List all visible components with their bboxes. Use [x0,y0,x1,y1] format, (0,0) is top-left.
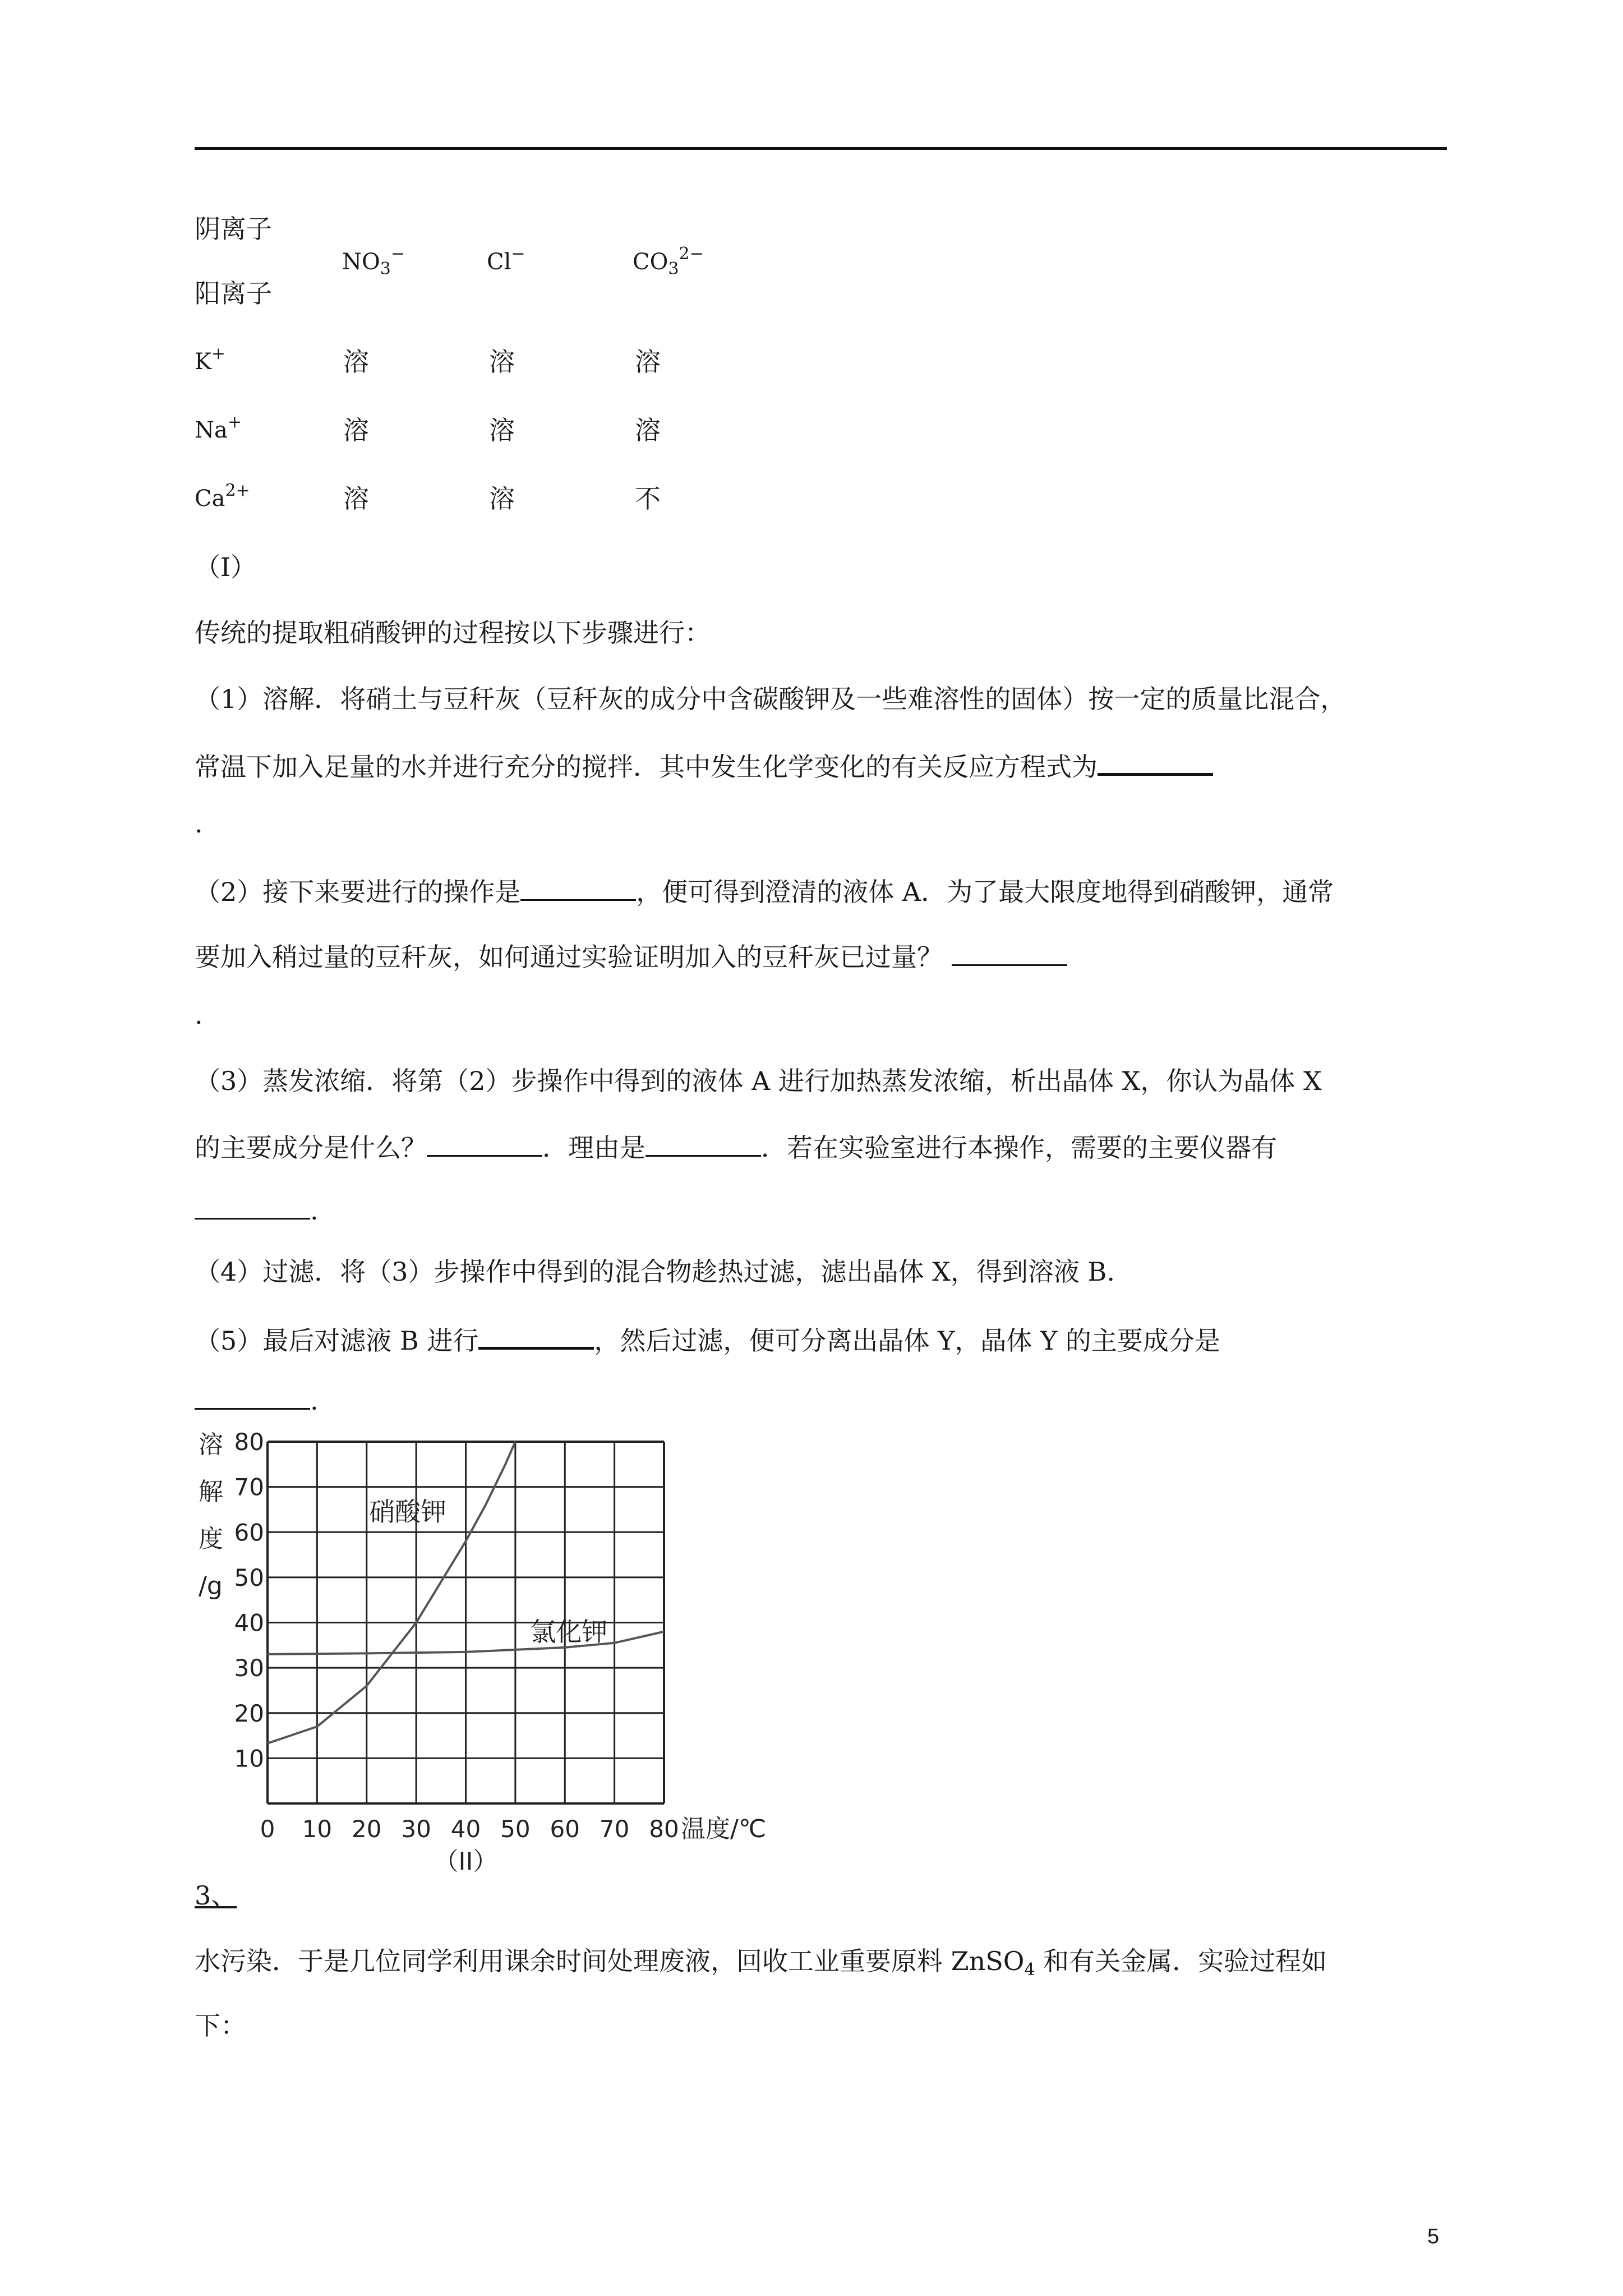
solubility-chart [193,1428,799,1876]
step3-line1: （3）蒸发浓缩．将第（2）步操作中得到的液体 A 进行加热蒸发浓缩，析出晶体 X，你认为晶体 X [195,1066,1322,1096]
step3-end: . [195,1195,319,1223]
step1-end: . [195,808,203,839]
x-tick-label: 50 [500,1815,531,1843]
step4-line1: （4）过滤．将（3）步操作中得到的混合物趁热过滤，滤出晶体 X，得到溶液 B. [195,1257,1115,1287]
chart-caption: （II） [434,1847,498,1876]
step5-line1: （5）最后对滤液 B 进行 ，然后过滤，便可分离出晶体 Y，晶体 Y 的主要成分是 [195,1326,1220,1356]
step2-end: . [195,1000,203,1030]
x-tick-label: 20 [352,1815,382,1843]
cation-header: 阳离子 [195,278,272,309]
x-tick-label: 30 [401,1815,431,1843]
q3-line2: 下： [195,2010,246,2041]
step3-line2: 的主要成分是什么？ ．理由是 ．若在实验室进行本操作，需要的主要仪器有 [195,1133,1277,1163]
y-tick-label: 50 [234,1563,264,1591]
header-rule [195,147,1447,150]
answer-blank[interactable] [195,1386,310,1410]
intro-text: 传统的提取粗硝酸钾的过程按以下步骤进行： [195,618,711,648]
table-cell: 溶 [343,347,369,377]
table-cell: 溶 [489,347,515,377]
cation-ca: $Ca^{2+}$ [195,481,250,512]
y-tick-label: 10 [234,1745,264,1773]
y-axis-label-char: 度 [199,1525,223,1553]
step5-end: . [195,1386,319,1414]
step1-line2: 常温下加入足量的水并进行充分的搅拌．其中发生化学变化的有关反应方程式为 [195,751,1213,780]
x-tick-label: 0 [260,1815,275,1843]
x-axis-label: 温度/℃ [681,1815,767,1843]
answer-blank[interactable] [1098,751,1213,776]
x-tick-label: 80 [649,1815,679,1843]
anion-header: 阴离子 [195,214,272,244]
table-cell: 溶 [489,415,515,445]
y-axis-label-char: 解 [199,1478,223,1506]
answer-blank[interactable] [645,1133,761,1157]
y-tick-label: 30 [234,1654,264,1682]
cation-na: Na+ [195,412,242,443]
figure-label-i: （I） [195,552,257,582]
table-cell: 溶 [489,484,515,514]
table-cell: 溶 [343,484,369,514]
y-axis-label-char: 溶 [199,1430,223,1459]
answer-blank[interactable] [427,1133,542,1157]
table-cell: 溶 [343,415,369,445]
answer-blank[interactable] [952,942,1067,966]
anion-cl: Cl− [487,244,525,275]
y-axis-label-char: /g [199,1572,223,1600]
x-tick-label: 60 [550,1815,580,1843]
x-tick-label: 10 [302,1815,333,1843]
y-tick-label: 80 [234,1428,264,1456]
step1-line1: （1）溶解．将硝土与豆秆灰（豆秆灰的成分中含碳酸钾及一些难溶性的固体）按一定的质量比混合， [195,684,1347,714]
step2-line1: （2）接下来要进行的操作是 ，便可得到澄清的液体 A．为了最大限度地得到硝酸钾，通常 [195,877,1334,907]
anion-no3: $NO_3^-$ [342,244,405,279]
answer-blank[interactable] [478,1324,594,1350]
answer-blank[interactable] [520,877,636,901]
y-tick-label: 40 [234,1609,264,1637]
anion-co3: $CO_3^{2-}$ [633,244,704,279]
series-label-potassium-nitrate: 硝酸钾 [369,1497,447,1527]
y-tick-label: 20 [234,1699,264,1727]
table-cell: 溶 [635,347,661,377]
question-3-number: 3、 [195,1880,237,1911]
series-label-potassium-chloride: 氯化钾 [530,1616,608,1647]
x-tick-label: 40 [450,1815,481,1843]
table-cell: 溶 [635,415,661,445]
y-tick-label: 60 [234,1519,264,1547]
y-tick-label: 70 [234,1473,264,1501]
cation-k: K+ [195,344,226,375]
step2-line2: 要加入稍过量的豆秆灰，如何通过实验证明加入的豆秆灰已过量？ [195,942,1067,970]
table-cell: 不 [635,484,661,514]
q3-line1: 水污染．于是几位同学利用课余时间处理废液，回收工业重要原料 ZnSO4 和有关金属．实验过程如 [195,1946,1327,1980]
x-tick-label: 70 [599,1815,630,1843]
page-number: 5 [1427,2225,1440,2248]
answer-blank[interactable] [195,1195,310,1220]
